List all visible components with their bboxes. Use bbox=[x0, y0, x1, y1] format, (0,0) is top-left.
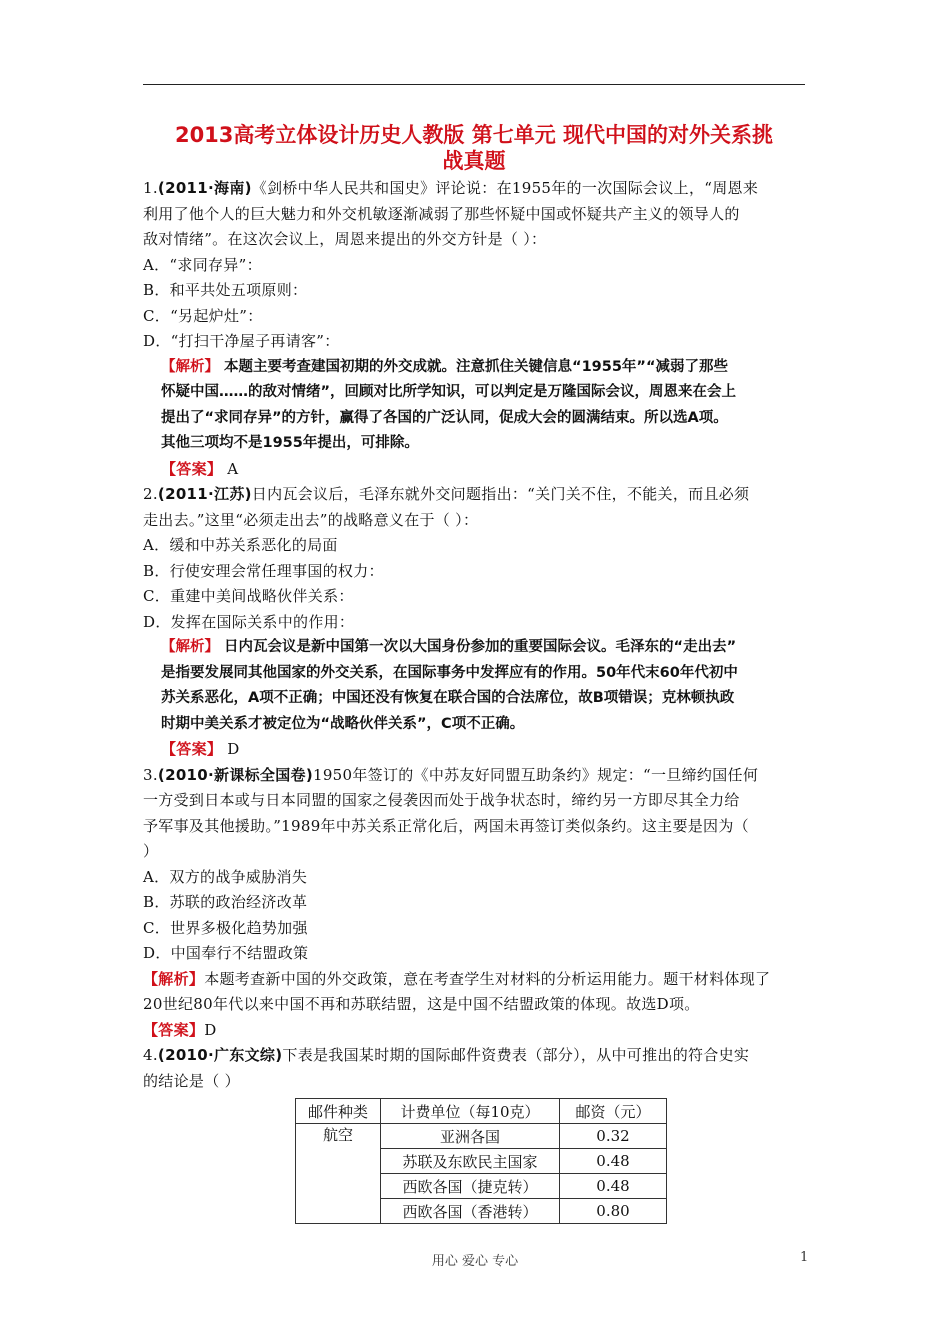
content bbox=[143, 176, 807, 1224]
question-2 bbox=[143, 482, 807, 763]
question-source: (2010·新课标全国卷) bbox=[157, 765, 313, 784]
option-d: D．“打扫干净屋子再请客”： bbox=[143, 332, 340, 350]
title-line-2: 战真题 bbox=[442, 149, 506, 173]
answer-tag: 【答案】 bbox=[143, 1020, 205, 1039]
table-cell: 0.80 bbox=[560, 1199, 667, 1224]
table-cell: 西欧各国（捷克转） bbox=[381, 1174, 560, 1199]
footer-text: 用心 爱心 专心 bbox=[431, 1254, 519, 1269]
page-number: 1 bbox=[800, 1250, 809, 1265]
answer-value: D bbox=[227, 740, 240, 758]
question-number: 1. bbox=[143, 179, 158, 197]
table-cell: 苏联及东欧民主国家 bbox=[381, 1149, 560, 1174]
table-cell: 0.48 bbox=[560, 1174, 667, 1199]
question-3 bbox=[143, 763, 807, 1044]
question-source: (2011·江苏) bbox=[157, 485, 252, 503]
analysis: 【解析】本题考查新中国的外交政策，意在考查学生对材料的分析运用能力。题干材料体现了 bbox=[143, 969, 771, 988]
answer bbox=[143, 737, 807, 763]
analysis-tag: 【解析】 bbox=[161, 639, 219, 655]
question-text: 利用了他个人的巨大魅力和外交机敏逐渐减弱了那些怀疑中国或怀疑共产主义的领导人的 bbox=[143, 204, 740, 223]
question-number: 3. bbox=[143, 765, 158, 784]
analysis: 【解析】 本题主要考查建国初期的外交成就。注意抓住关键信息“1955年”“减弱了那些 怀疑中国……的敌对情绪”，回顾对比所学知识，可以判定是万隆国际会议，周恩来在会上 提出了“求同存异”的方针，赢得了各国的广泛认同，促成大会的圆满结束。所以选A项。 其他三项均不是1955年提出，可排除。 bbox=[161, 358, 737, 451]
column-header: 计费单位（每10克） bbox=[381, 1099, 560, 1124]
question-number: 4. bbox=[143, 1046, 158, 1064]
option-d: D．发挥在国际关系中的作用： bbox=[143, 612, 355, 631]
question-text: 下表是我国某时期的国际邮件资费表（部分），从中可推出的符合史实 bbox=[282, 1046, 750, 1064]
question-4 bbox=[143, 1043, 807, 1224]
answer bbox=[143, 1018, 807, 1044]
option-a: A．双方的战争威胁消失 bbox=[143, 867, 308, 886]
question-text: 的结论是（ ） bbox=[143, 1071, 240, 1090]
answer-value: A bbox=[227, 459, 239, 478]
question-text: 一方受到日本或与日本同盟的国家之侵袭因而处于战争状态时，缔约另一方即尽其全力给 bbox=[143, 791, 740, 809]
table-row bbox=[296, 1199, 667, 1224]
header-rule bbox=[143, 84, 805, 85]
question-text: ） bbox=[143, 842, 159, 860]
option-b: B．行使安理会常任理事国的权力： bbox=[143, 561, 384, 580]
answer-tag: 【答案】 bbox=[161, 459, 223, 478]
option-a: A．“求同存异”： bbox=[143, 255, 262, 274]
title-line-1: 2013高考立体设计历史人教版 第七单元 现代中国的对外关系挑 bbox=[174, 123, 774, 147]
option-d: D．中国奉行不结盟政策 bbox=[143, 944, 309, 962]
table-header-row bbox=[296, 1099, 667, 1124]
analysis-tag: 【解析】 bbox=[161, 358, 219, 375]
table-cell: 0.32 bbox=[560, 1124, 667, 1149]
option-b: B．苏联的政治经济改革 bbox=[143, 893, 308, 911]
table-cell: 航空 bbox=[296, 1124, 381, 1149]
analysis-line: 20世纪80年代以来中国不再和苏联结盟，这是中国不结盟政策的体现。故选D项。 bbox=[143, 995, 700, 1013]
table-row bbox=[296, 1149, 667, 1174]
page-title bbox=[143, 122, 805, 174]
column-header: 邮资（元） bbox=[560, 1099, 667, 1124]
option-c: C．重建中美间战略伙伴关系： bbox=[143, 587, 354, 605]
question-source: (2011·海南) bbox=[157, 179, 252, 197]
question-text: 予军事及其他援助。”1989年中苏关系正常化后，两国未再签订类似条约。这主要是因为（ bbox=[143, 816, 749, 835]
table-cell: 西欧各国（香港转） bbox=[381, 1199, 560, 1224]
question-source: (2010·广东文综) bbox=[157, 1046, 283, 1064]
table-row bbox=[296, 1124, 667, 1149]
question-number: 2. bbox=[143, 485, 158, 503]
answer-value: D bbox=[204, 1020, 217, 1039]
column-header: 邮件种类 bbox=[296, 1099, 381, 1124]
question-1 bbox=[143, 176, 807, 482]
option-c: C．世界多极化趋势加强 bbox=[143, 918, 308, 937]
table-cell: 亚洲各国 bbox=[381, 1124, 560, 1149]
question-text: 《剑桥中华人民共和国史》评论说：在1955年的一次国际会议上，“周恩来 bbox=[251, 179, 759, 197]
question-text: 走出去。”这里“必须走出去”的战略意义在于（ ）： bbox=[143, 510, 479, 529]
question-text: 日内瓦会议后，毛泽东就外交问题指出：“关门关不住，不能关，而且必须 bbox=[251, 485, 750, 503]
postage-table bbox=[295, 1098, 667, 1224]
option-b: B．和平共处五项原则： bbox=[143, 281, 308, 299]
analysis: 【解析】 日内瓦会议是新中国第一次以大国身份参加的重要国际会议。毛泽东的“走出去” 是指要发展同其他国家的外交关系，在国际事务中发挥应有的作用。50年代末60年代初中 苏关系恶化，A项不正确；中国还没有恢复在联合国的合法席位，故B项错误；克林顿执政 时期中美关系才被定位为“战略伙伴关系”，C项不正确。 bbox=[161, 639, 738, 732]
answer bbox=[143, 457, 807, 483]
table-row bbox=[296, 1174, 667, 1199]
analysis-tag: 【解析】 bbox=[143, 969, 205, 988]
table-cell: 0.48 bbox=[560, 1149, 667, 1174]
answer-tag: 【答案】 bbox=[161, 740, 223, 758]
question-text: 1950年签订的《中苏友好同盟互助条约》规定：“一旦缔约国任何 bbox=[312, 765, 759, 784]
option-a: A．缓和中苏关系恶化的局面 bbox=[143, 536, 338, 554]
question-text: 敌对情绪”。在这次会议上，周恩来提出的外交方针是（ ）： bbox=[143, 230, 547, 248]
option-c: C．“另起炉灶”： bbox=[143, 306, 263, 325]
